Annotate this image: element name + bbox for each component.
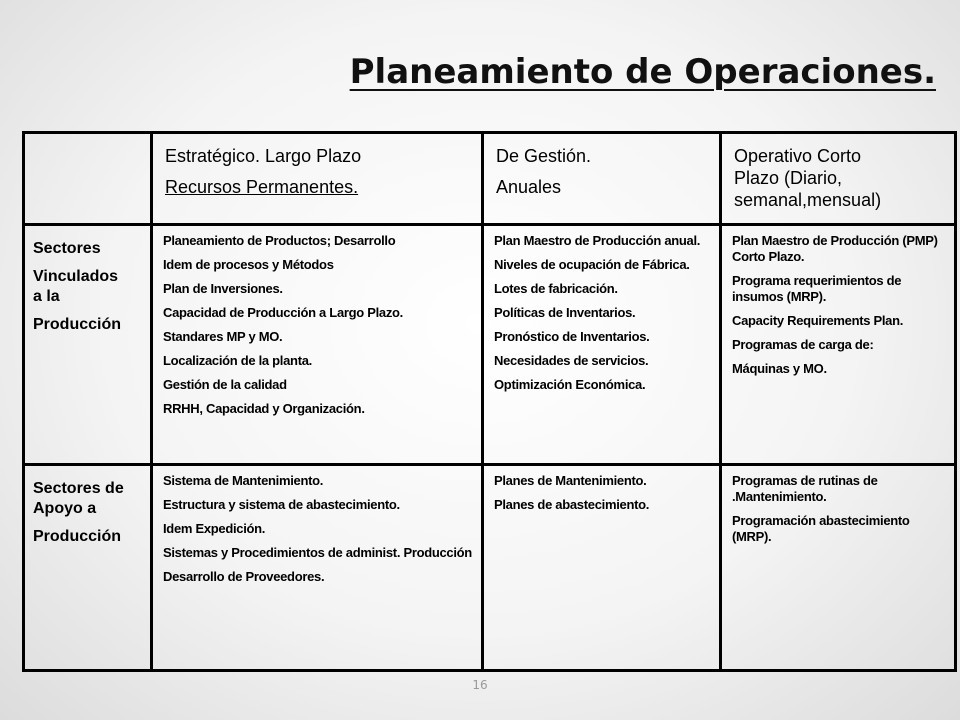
list-item: Estructura y sistema de abastecimiento. [163, 497, 400, 512]
list-item: Plan Maestro de Producción anual. [494, 233, 701, 248]
list-item: Planeamiento de Productos; Desarrollo [163, 233, 396, 248]
table-row-apoyo [24, 465, 956, 671]
list-item: Standares MP y MO. [163, 329, 283, 344]
header-estrategico-line: Estratégico. Largo Plazo [165, 146, 362, 166]
row-label-line: Producción [33, 528, 122, 545]
list-item: Localización de la planta. [163, 353, 312, 368]
list-item: Planes de Mantenimiento. [494, 473, 647, 488]
list-item: Programa requerimientos de insumos (MRP). [732, 273, 902, 304]
cell-produccion-operativo [721, 225, 956, 465]
row-label-apoyo [24, 465, 152, 671]
row-label-produccion [24, 225, 152, 465]
row-label-line: Vinculados [33, 268, 119, 285]
row-label-line: Producción [33, 316, 122, 333]
table-header-row [24, 133, 956, 225]
cell-apoyo-operativo [721, 465, 956, 671]
header-gestion-line: Anuales [496, 177, 562, 197]
list-item: Idem de procesos y Métodos [163, 257, 334, 272]
header-estrategico [152, 133, 483, 225]
list-item: Programación abastecimiento (MRP). [732, 513, 910, 544]
list-item: Desarrollo de Proveedores. [163, 569, 325, 584]
list-item: Máquinas y MO. [732, 361, 827, 376]
list-item: Idem Expedición. [163, 521, 266, 536]
page-number: 16 [472, 678, 488, 692]
cell-produccion-gestion [483, 225, 721, 465]
header-gestion-line: De Gestión. [496, 146, 592, 166]
header-operativo [721, 133, 956, 225]
list-item: Lotes de fabricación. [494, 281, 618, 296]
list-item: Planes de abastecimiento. [494, 497, 650, 512]
header-gestion [483, 133, 721, 225]
header-operativo-line: semanal,mensual) [734, 190, 882, 210]
row-label-line: Apoyo a [33, 500, 97, 517]
operations-planning-table [22, 131, 957, 672]
slide-title: Planeamiento de Operaciones. [349, 52, 936, 92]
list-item: Pronóstico de Inventarios. [494, 329, 650, 344]
list-item: Políticas de Inventarios. [494, 305, 636, 320]
list-item: Optimización Económica. [494, 377, 646, 392]
list-item: Niveles de ocupación de Fábrica. [494, 257, 690, 272]
empty-corner-cell [24, 133, 152, 225]
list-item: RRHH, Capacidad y Organización. [163, 401, 365, 416]
list-item: Sistemas y Procedimientos de administ. Producción [163, 545, 472, 560]
list-item: Capacity Requirements Plan. [732, 313, 904, 328]
list-item: Sistema de Mantenimiento. [163, 473, 324, 488]
list-item: Gestión de la calidad [163, 377, 287, 392]
list-item: Programas de rutinas de .Mantenimiento. [732, 473, 878, 504]
header-operativo-line: Plazo (Diario, [734, 168, 843, 188]
header-estrategico-line: Recursos Permanentes. [165, 177, 359, 197]
list-item: Programas de carga de: [732, 337, 874, 352]
row-label-line: Sectores [33, 240, 101, 257]
cell-produccion-estrategico [152, 225, 483, 465]
header-operativo-line: Operativo Corto [734, 146, 862, 166]
list-item: Plan Maestro de Producción (PMP) Corto Plazo. [732, 233, 938, 264]
row-label-line: a la [33, 288, 60, 305]
list-item: Necesidades de servicios. [494, 353, 649, 368]
cell-apoyo-estrategico [152, 465, 483, 671]
row-label-line: Sectores de [33, 480, 124, 497]
cell-apoyo-gestion [483, 465, 721, 671]
list-item: Capacidad de Producción a Largo Plazo. [163, 305, 403, 320]
table-row-produccion [24, 225, 956, 465]
list-item: Plan de Inversiones. [163, 281, 283, 296]
